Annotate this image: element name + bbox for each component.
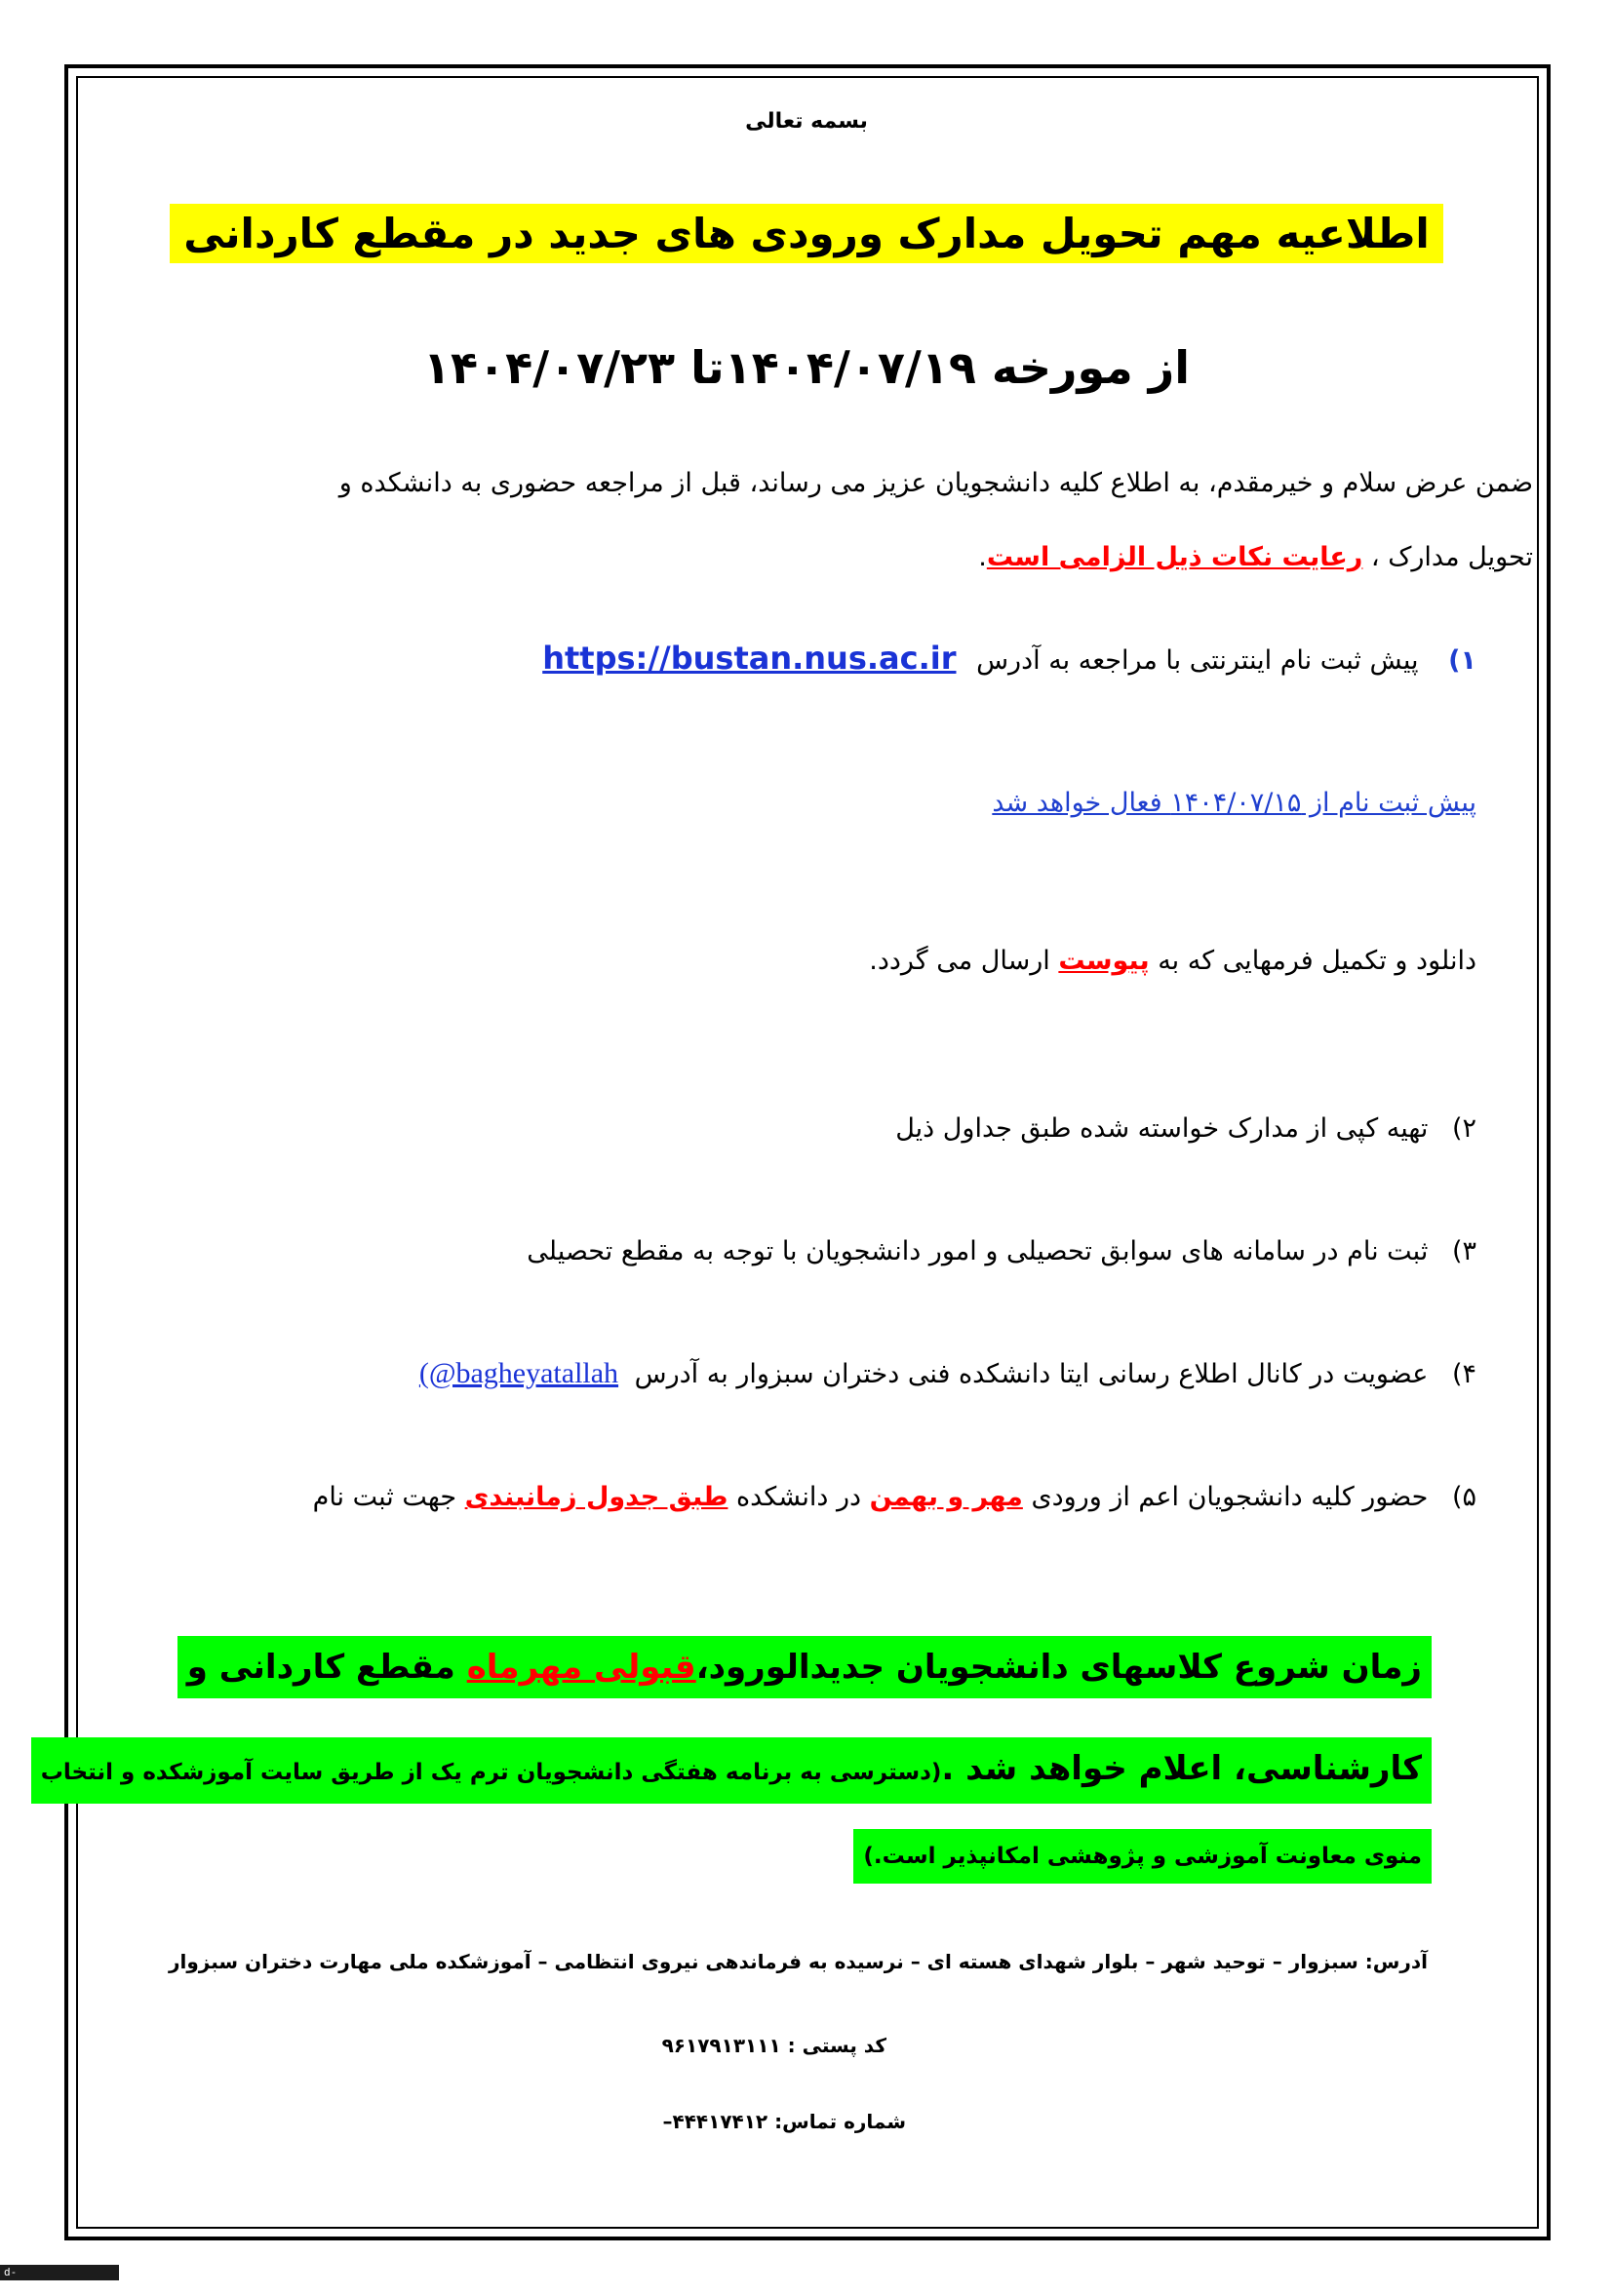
item-3-number: ۳) bbox=[1451, 1236, 1476, 1266]
item-2-number: ۲) bbox=[1451, 1113, 1476, 1144]
intro-emphasis: رعایت نکات ذیل الزامی است bbox=[986, 542, 1363, 572]
notice-line-3: منوی معاونت آموزشی و پژوهشی امکانپذیر است.) bbox=[853, 1829, 1432, 1884]
announcement-title: اطلاعیه مهم تحویل مدارک ورودی های جدید در مقطع کاردانی bbox=[170, 204, 1442, 263]
download-suffix: ارسال می گردد. bbox=[869, 946, 1059, 976]
list-item-5 bbox=[313, 1482, 1476, 1512]
intro-line-2 bbox=[978, 542, 1533, 572]
phone-label: شماره تماس: bbox=[767, 2110, 906, 2133]
notice-line-2-a: کارشناسی، اعلام خواهد شد . bbox=[941, 1749, 1422, 1788]
title-wrapper bbox=[0, 207, 1613, 261]
postal-code-line bbox=[662, 2034, 886, 2057]
item-5-emphasis-a: مهر و بهمن bbox=[869, 1482, 1023, 1512]
notice-line-1-a: زمان شروع کلاسهای دانشجویان جدیدالورود، bbox=[695, 1648, 1422, 1687]
bustan-link[interactable]: https://bustan.nus.ac.ir bbox=[542, 640, 957, 677]
postal-code-value: ۹۶۱۷۹۱۳۱۱۱ bbox=[661, 2034, 781, 2057]
notice-line-1 bbox=[177, 1636, 1432, 1698]
list-item-3 bbox=[527, 1236, 1476, 1266]
phone-value: ۴۴۴۱۷۴۱۲– bbox=[662, 2110, 768, 2133]
bismillah-heading: بسمه تعالی bbox=[745, 109, 868, 134]
item-5-text-a: حضور کلیه دانشجویان اعم از ورودی bbox=[1022, 1482, 1429, 1512]
intro-line-1: ضمن عرض سلام و خیرمقدم، به اطلاع کلیه دانشجویان عزیز می رساند، قبل از مراجعه حضوری به دانشکده و bbox=[338, 468, 1533, 498]
preregistration-note: پیش ثبت نام از ۱۴۰۴/۰۷/۱۵ فعال خواهد شد bbox=[992, 788, 1476, 818]
item-3-text: ثبت نام در سامانه های سوابق تحصیلی و امور دانشجویان با توجه به مقطع تحصیلی bbox=[527, 1236, 1429, 1266]
school-address: آدرس: سبزوار – توحید شهر – بلوار شهدای هسته ای – نرسیده به فرماندهی نیروی انتظامی – آموزشکده ملی مهارت دختران سبزوار bbox=[168, 1950, 1428, 1973]
list-item-1 bbox=[542, 640, 1476, 677]
intro-line-2-prefix: تحویل مدارک ، bbox=[1362, 542, 1533, 572]
item-4-text: عضویت در کانال اطلاع رسانی ایتا دانشکده فنی دختران سبزوار به آدرس bbox=[634, 1359, 1429, 1389]
item-1-number: ۱) bbox=[1448, 645, 1476, 676]
eitaa-handle[interactable]: (@bagheyatallah bbox=[418, 1357, 619, 1389]
site-watermark: d-sabzevar.nus.ac.ir bbox=[0, 2265, 119, 2280]
postal-code-label: کد پستی : bbox=[780, 2034, 886, 2057]
item-5-number: ۵) bbox=[1451, 1482, 1476, 1512]
item-1-text: پیش ثبت نام اینترنتی با مراجعه به آدرس bbox=[976, 645, 1419, 676]
item-5-text-c: جهت ثبت نام bbox=[312, 1482, 465, 1512]
notice-line-1-b: مقطع کاردانی و bbox=[186, 1648, 467, 1687]
intro-line-2-suffix: . bbox=[978, 542, 987, 572]
item-2-text: تهیه کپی از مدارک خواسته شده طبق جداول ذیل bbox=[895, 1113, 1429, 1144]
notice-emphasis: قبولی مهرماه bbox=[466, 1648, 696, 1687]
item-5-emphasis-b: طبق جدول زمانبندی bbox=[464, 1482, 728, 1512]
phone-line bbox=[662, 2110, 906, 2133]
list-item-2 bbox=[895, 1113, 1476, 1144]
item-4-number: ۴) bbox=[1451, 1359, 1476, 1389]
list-item-4 bbox=[419, 1357, 1476, 1390]
item-5-text-b: در دانشکده bbox=[728, 1482, 870, 1512]
download-forms-line bbox=[869, 946, 1476, 976]
notice-line-2-b: (دسترسی به برنامه هفتگی دانشجویان ترم یک از طریق سایت آموزشکده و انتخاب bbox=[40, 1760, 942, 1785]
date-range: از مورخه ۱۴۰۴/۰۷/۱۹تا ۱۴۰۴/۰۷/۲۳ bbox=[422, 341, 1191, 394]
attachment-emphasis: پیوست bbox=[1058, 946, 1150, 976]
download-prefix: دانلود و تکمیل فرمهایی که به bbox=[1149, 946, 1476, 976]
notice-line-2 bbox=[31, 1737, 1432, 1804]
